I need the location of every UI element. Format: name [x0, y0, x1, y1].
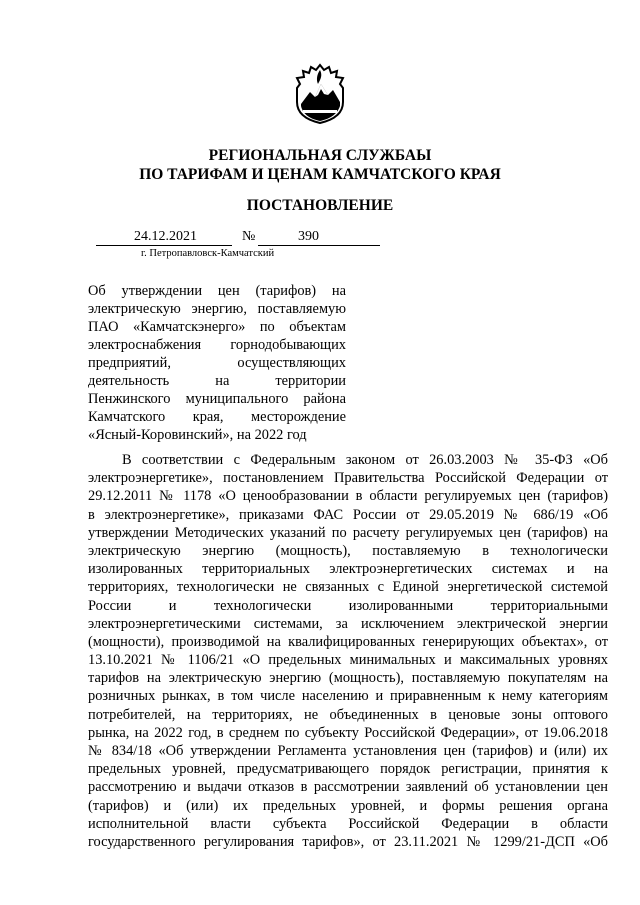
- body-line: предельных уровней, предусматривающего порядок регистрации, принятия к: [88, 761, 608, 778]
- body-line: № 834/18 «Об утверждении Регламента установления цен (тарифов) и (или) их: [88, 743, 608, 759]
- subject-line: Пенжинского муниципального района: [88, 391, 346, 407]
- body-paragraph: [88, 451, 608, 851]
- org-title-line1: РЕГИОНАЛЬНАЯ СЛУЖБАЫ: [208, 147, 432, 164]
- number-sign: №: [242, 229, 256, 244]
- body-line: электроэнергетическими системами, за исключением электрической энергии: [88, 615, 608, 632]
- body-line: утверждении Методических указаний по расчету регулируемых цен (тарифов) на: [88, 524, 608, 541]
- subject-line: ПАО «Камчатскэнерго» по объектам: [88, 319, 346, 335]
- subject-block: [88, 282, 346, 444]
- document-type-title: ПОСТАНОВЛЕНИЕ: [246, 197, 394, 214]
- subject-line: Камчатского края, месторождение: [88, 409, 346, 425]
- body-line: России и технологически изолированными территориальными: [88, 597, 608, 614]
- body-line: изолированных территориальных электроэнергетических системах и на: [88, 561, 608, 578]
- body-line: 29.12.2011 № 1178 «О ценообразовании в области регулируемых цен (тарифов): [88, 488, 608, 505]
- document-date: 24.12.2021: [96, 228, 232, 246]
- body-line: электроэнергетике», постановлением Правительства Российской Федерации от: [88, 470, 608, 487]
- subject-line: деятельность на территории: [88, 373, 346, 389]
- body-line: потребителей, на территориях, не объединенных в ценовые зоны оптового: [88, 706, 608, 723]
- body-line: (тарифов) и (или) их предельных уровней, и формы решения органа: [88, 797, 608, 814]
- body-line: В соответствии с Федеральным законом от 26.03.2003 № 35-ФЗ «Об: [122, 452, 608, 468]
- body-line: рассмотрению и выдачи отказов в рассмотрении заявлений об установлении цен: [88, 779, 608, 796]
- subject-line: предприятий, осуществляющих: [88, 355, 346, 371]
- coat-of-arms-emblem: [293, 62, 347, 124]
- document-number: 390: [258, 228, 380, 246]
- body-line: рынка, на 2022 год, в среднем по субъекту Российской Федерации», от 19.06.2018: [88, 724, 608, 741]
- body-line: электрическую энергию (мощность), поставляемую в технологически: [88, 542, 608, 559]
- body-line: розничных рынках, в том числе населению и приравненным к нему категориям: [88, 688, 608, 705]
- subject-line: электроснабжения горнодобывающих: [88, 337, 346, 353]
- body-line: территориях, технологически не связанных с Единой энергетической системой: [88, 579, 608, 596]
- body-line: исполнительной власти субъекта Российской Федерации в области: [88, 815, 608, 832]
- subject-line: электрическую энергию, поставляемую: [88, 301, 346, 317]
- body-line: в электроэнергетике», приказами ФАС России от 29.05.2019 № 686/19 «Об: [88, 506, 608, 523]
- body-line: тарифов на электрическую энергию (мощность), поставляемую покупателям на: [88, 670, 608, 687]
- city-name: г. Петропавловск-Камчатский: [141, 248, 275, 259]
- body-line: государственного регулирования тарифов», от 23.11.2021 № 1299/21-ДСП «Об: [88, 833, 608, 850]
- subject-line: «Ясный-Коровинский», на 2022 год: [88, 427, 307, 443]
- subject-line: Об утверждении цен (тарифов) на: [88, 283, 346, 299]
- body-line: (мощности), производимой на квалифицированных генерирующих объектах», от: [88, 633, 608, 650]
- org-title-line2: ПО ТАРИФАМ И ЦЕНАМ КАМЧАТСКОГО КРАЯ: [139, 166, 501, 183]
- body-line: 13.10.2021 № 1106/21 «О предельных минимальных и максимальных уровнях: [88, 652, 608, 669]
